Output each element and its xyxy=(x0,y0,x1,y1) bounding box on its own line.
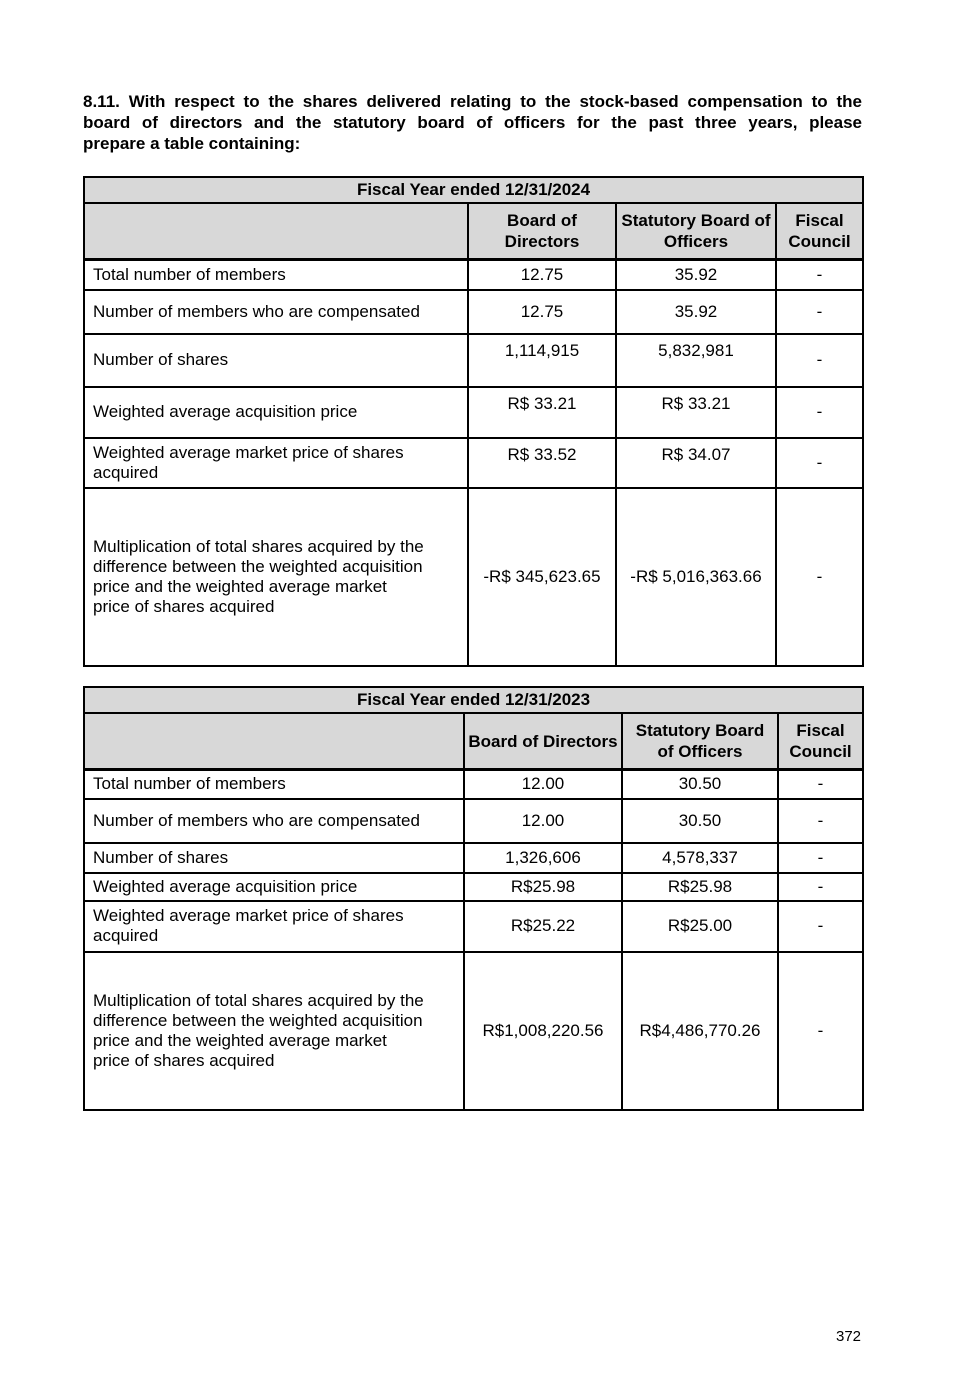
row-label xyxy=(84,901,464,952)
cell-board-of-directors: 12.75 xyxy=(468,290,616,334)
cell-board-of-directors: R$ 33.52 xyxy=(468,438,616,488)
row-label xyxy=(84,488,468,666)
cell-board-of-directors: 1,326,606 xyxy=(464,843,622,873)
cell-fiscal-council: - xyxy=(778,952,863,1110)
table-row xyxy=(84,290,863,334)
cell-statutory-board-of-officers: -R$ 5,016,363.66 xyxy=(616,488,776,666)
row-label xyxy=(84,873,464,901)
cell-fiscal-council: - xyxy=(778,770,863,799)
row-label xyxy=(84,334,468,387)
cell-board-of-directors: R$25.98 xyxy=(464,873,622,901)
cell-board-of-directors: R$1,008,220.56 xyxy=(464,952,622,1110)
column-header-statutory-board-of-officers: Statutory Board of Officers xyxy=(616,203,776,260)
row-label xyxy=(84,799,464,843)
row-label-text: Weighted average acquisition price xyxy=(93,402,358,421)
column-header-fiscal-council: Fiscal Council xyxy=(778,713,863,770)
row-label-text: Weighted average market price of shares acquired xyxy=(93,906,404,945)
table-row xyxy=(84,260,863,290)
table-row xyxy=(84,843,863,873)
row-label xyxy=(84,387,468,438)
empty-corner-header xyxy=(84,713,464,770)
table-row xyxy=(84,952,863,1110)
cell-fiscal-council: - xyxy=(776,387,863,438)
cell-board-of-directors: R$ 33.21 xyxy=(468,387,616,438)
row-label-text: Multiplication of total shares acquired by the difference between the weighted acquisition price and the weighted average market price of shares acquired xyxy=(93,536,424,616)
cell-board-of-directors: -R$ 345,623.65 xyxy=(468,488,616,666)
table-row xyxy=(84,770,863,799)
row-label xyxy=(84,290,468,334)
cell-board-of-directors: 12.00 xyxy=(464,799,622,843)
table-row xyxy=(84,488,863,666)
cell-board-of-directors: 12.00 xyxy=(464,770,622,799)
row-label-text: Multiplication of total shares acquired by the difference between the weighted acquisition price and the weighted average market price of shares acquired xyxy=(93,990,424,1070)
row-label xyxy=(84,843,464,873)
table-row xyxy=(84,901,863,952)
column-header-fiscal-council: Fiscal Council xyxy=(776,203,863,260)
cell-statutory-board-of-officers: R$ 34.07 xyxy=(616,438,776,488)
heading-line: prepare a table containing: xyxy=(83,134,301,153)
cell-statutory-board-of-officers: R$4,486,770.26 xyxy=(622,952,778,1110)
cell-statutory-board-of-officers: 30.50 xyxy=(622,799,778,843)
cell-fiscal-council: - xyxy=(778,873,863,901)
cell-board-of-directors: 1,114,915 xyxy=(468,334,616,387)
cell-fiscal-council: - xyxy=(776,488,863,666)
row-label-text: Number of members who are compensated xyxy=(93,301,420,321)
cell-board-of-directors: R$25.22 xyxy=(464,901,622,952)
cell-statutory-board-of-officers: 5,832,981 xyxy=(616,334,776,387)
row-label-text: Weighted average market price of shares acquired xyxy=(93,442,404,482)
cell-statutory-board-of-officers: 35.92 xyxy=(616,260,776,290)
column-header-statutory-board-of-officers: Statutory Board of Officers xyxy=(622,713,778,770)
column-header-board-of-directors: Board of Directors xyxy=(468,203,616,260)
row-label xyxy=(84,952,464,1110)
fiscal-year-2024-table xyxy=(83,176,864,667)
row-label-text: Total number of members xyxy=(93,264,286,284)
row-label-text: Number of shares xyxy=(93,847,229,867)
cell-statutory-board-of-officers: 4,578,337 xyxy=(622,843,778,873)
column-header-board-of-directors: Board of Directors xyxy=(464,713,622,770)
cell-fiscal-council: - xyxy=(776,290,863,334)
cell-statutory-board-of-officers: 30.50 xyxy=(622,770,778,799)
heading-line: 8.11. With respect to the shares delivered relating to the stock-based compensation to the xyxy=(83,92,862,111)
heading-line: board of directors and the statutory board of officers for the past three years, please xyxy=(83,113,862,132)
cell-fiscal-council: - xyxy=(778,799,863,843)
table-title: Fiscal Year ended 12/31/2023 xyxy=(84,687,863,713)
row-label-text: Number of shares xyxy=(93,350,229,369)
cell-fiscal-council: - xyxy=(778,843,863,873)
table-row xyxy=(84,334,863,387)
cell-fiscal-council: - xyxy=(776,438,863,488)
table-row xyxy=(84,799,863,843)
cell-fiscal-council: - xyxy=(776,260,863,290)
row-label xyxy=(84,438,468,488)
table-row xyxy=(84,387,863,438)
page-number: 372 xyxy=(836,1328,862,1345)
cell-board-of-directors: 12.75 xyxy=(468,260,616,290)
row-label xyxy=(84,260,468,290)
section-heading xyxy=(83,91,862,154)
cell-statutory-board-of-officers: 35.92 xyxy=(616,290,776,334)
fiscal-year-2023-table xyxy=(83,686,864,1111)
table-title: Fiscal Year ended 12/31/2024 xyxy=(84,177,863,203)
row-label-text: Total number of members xyxy=(93,774,286,794)
cell-fiscal-council: - xyxy=(778,901,863,952)
table-row xyxy=(84,873,863,901)
table-row xyxy=(84,438,863,488)
cell-fiscal-council: - xyxy=(776,334,863,387)
row-label xyxy=(84,770,464,799)
row-label-text: Weighted average acquisition price xyxy=(93,876,358,896)
cell-statutory-board-of-officers: R$ 33.21 xyxy=(616,387,776,438)
empty-corner-header xyxy=(84,203,468,260)
row-label-text: Number of members who are compensated xyxy=(93,810,420,830)
cell-statutory-board-of-officers: R$25.00 xyxy=(622,901,778,952)
cell-statutory-board-of-officers: R$25.98 xyxy=(622,873,778,901)
